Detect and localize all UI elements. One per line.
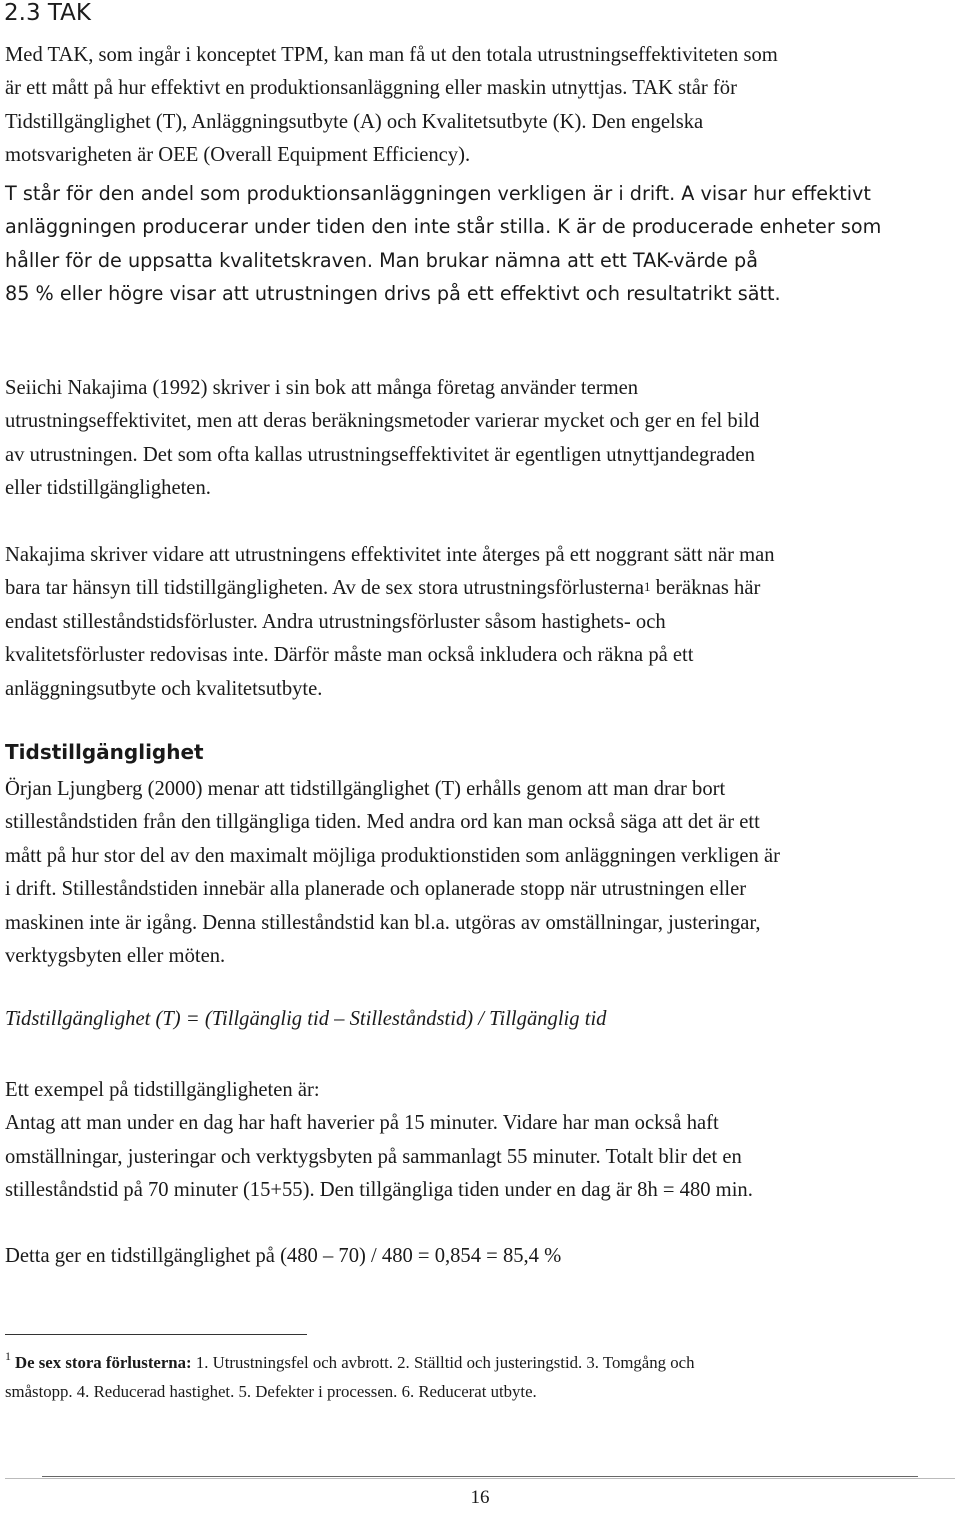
text-line: Tidstillgänglighet (T), Anläggningsutbyte (A) och Kvalitetsutbyte (K). Den engelska xyxy=(5,110,704,133)
text-segment: beräknas här xyxy=(650,577,761,600)
paragraph-example xyxy=(5,1074,955,1208)
text-line: eller tidstillgängligheten. xyxy=(5,477,211,500)
text-line: stilleståndstid på 70 minuter (15+55). Den tillgängliga tiden under en dag är 8h = 480 min. xyxy=(5,1179,753,1202)
text-line: Örjan Ljungberg (2000) menar att tidstillgänglighet (T) erhålls genom att man drar bort xyxy=(5,778,726,800)
paragraph-result xyxy=(5,1240,955,1273)
footnote-reference: 1 xyxy=(644,579,651,595)
text-line: maskinen inte är igång. Denna stilleståndstid kan bl.a. utgöras av omställningar, justeringar, xyxy=(5,911,761,934)
footnote xyxy=(5,1348,955,1406)
footnote-divider xyxy=(5,1334,307,1335)
text-line: omställningar, justeringar och verktygsbyten på sammanlagt 55 minuter. Totalt blir det en xyxy=(5,1145,742,1168)
page-footer-divider-light xyxy=(5,1478,955,1479)
subheading-tidstillganglighet: Tidstillgänglighet xyxy=(5,740,204,764)
text-line: Med TAK, som ingår i konceptet TPM, kan man få ut den totala utrustningseffektiviteten som xyxy=(5,44,778,66)
footnote-number: 1 xyxy=(5,1349,11,1363)
text-line: Detta ger en tidstillgänglighet på (480 – 70) / 480 = 0,854 = 85,4 % xyxy=(5,1245,562,1267)
text-line xyxy=(5,572,955,605)
paragraph-nakajima-continued xyxy=(5,539,955,706)
text-line: i drift. Stilleståndstiden innebär alla planerade och oplanerade stopp när utrustningen eller xyxy=(5,878,747,901)
paragraph-tak-components xyxy=(5,177,955,311)
text-line: kvalitetsförluster redovisas inte. Därför måste man också inkludera och räkna på ett xyxy=(5,644,694,667)
paragraph-ljungberg xyxy=(5,773,955,973)
footnote-text: 1. Utrustningsfel och avbrott. 2. Ställtid och justeringstid. 3. Tomgång och xyxy=(191,1353,695,1372)
text-line: anläggningen producerar under tiden den inte står stilla. K är de producerade enheter som xyxy=(5,215,882,239)
text-line: motsvarigheten är OEE (Overall Equipment Efficiency). xyxy=(5,144,471,167)
text-line: Seiichi Nakajima (1992) skriver i sin bok att många företag använder termen xyxy=(5,377,639,399)
text-line: mått på hur stor del av den maximalt möjliga produktionstiden som anläggningen verkligen är xyxy=(5,844,780,867)
footnote-line xyxy=(5,1348,955,1377)
text-line: är ett mått på hur effektivt en produktionsanläggning eller maskin utnyttjas. TAK står för xyxy=(5,77,737,100)
text-line: utrustningseffektivitet, men att deras beräkningsmetoder varierar mycket och ger en fel bild xyxy=(5,410,760,433)
text-line: Ett exempel på tidstillgängligheten är: xyxy=(5,1079,320,1101)
text-line: håller för de uppsatta kvalitetskraven. Man brukar nämna att ett TAK-värde på xyxy=(5,248,758,272)
text-line: anläggningsutbyte och kvalitetsutbyte. xyxy=(5,677,323,700)
footnote-label: De sex stora förlusterna: xyxy=(15,1353,192,1372)
paragraph-intro xyxy=(5,39,955,173)
text-segment: bara tar hänsyn till tidstillgängligheten. Av de sex stora utrustningsförlusterna xyxy=(5,577,645,600)
text-line: av utrustningen. Det som ofta kallas utrustningseffektivitet är egentligen utnyttjandegraden xyxy=(5,443,755,466)
paragraph-nakajima xyxy=(5,372,955,506)
text-line: Antag att man under en dag har haft haverier på 15 minuter. Vidare har man också haft xyxy=(5,1112,719,1135)
formula: Tidstillgänglighet (T) = (Tillgänglig tid – Stilleståndstid) / Tillgänglig tid xyxy=(5,1008,607,1030)
page-footer-divider xyxy=(42,1476,918,1477)
text-line: T står för den andel som produktionsanläggningen verkligen är i drift. A visar hur effektivt xyxy=(5,182,871,205)
page-number: 16 xyxy=(470,1487,490,1508)
text-line: verktygsbyten eller möten. xyxy=(5,945,226,968)
text-line: Nakajima skriver vidare att utrustningens effektivitet inte återges på ett noggrant sätt när man xyxy=(5,544,775,566)
text-line: stilleståndstiden från den tillgängliga tiden. Med andra ord kan man också säga att det är ett xyxy=(5,811,760,834)
text-line: 85 % eller högre visar att utrustningen drivs på ett effektivt och resultatrikt sätt. xyxy=(5,282,781,306)
footnote-line: småstopp. 4. Reducerad hastighet. 5. Defekter i processen. 6. Reducerat utbyte. xyxy=(5,1382,537,1401)
text-line: endast stilleståndstidsförluster. Andra utrustningsförluster såsom hastighets- och xyxy=(5,610,666,633)
section-heading: 2.3 TAK xyxy=(4,0,91,26)
